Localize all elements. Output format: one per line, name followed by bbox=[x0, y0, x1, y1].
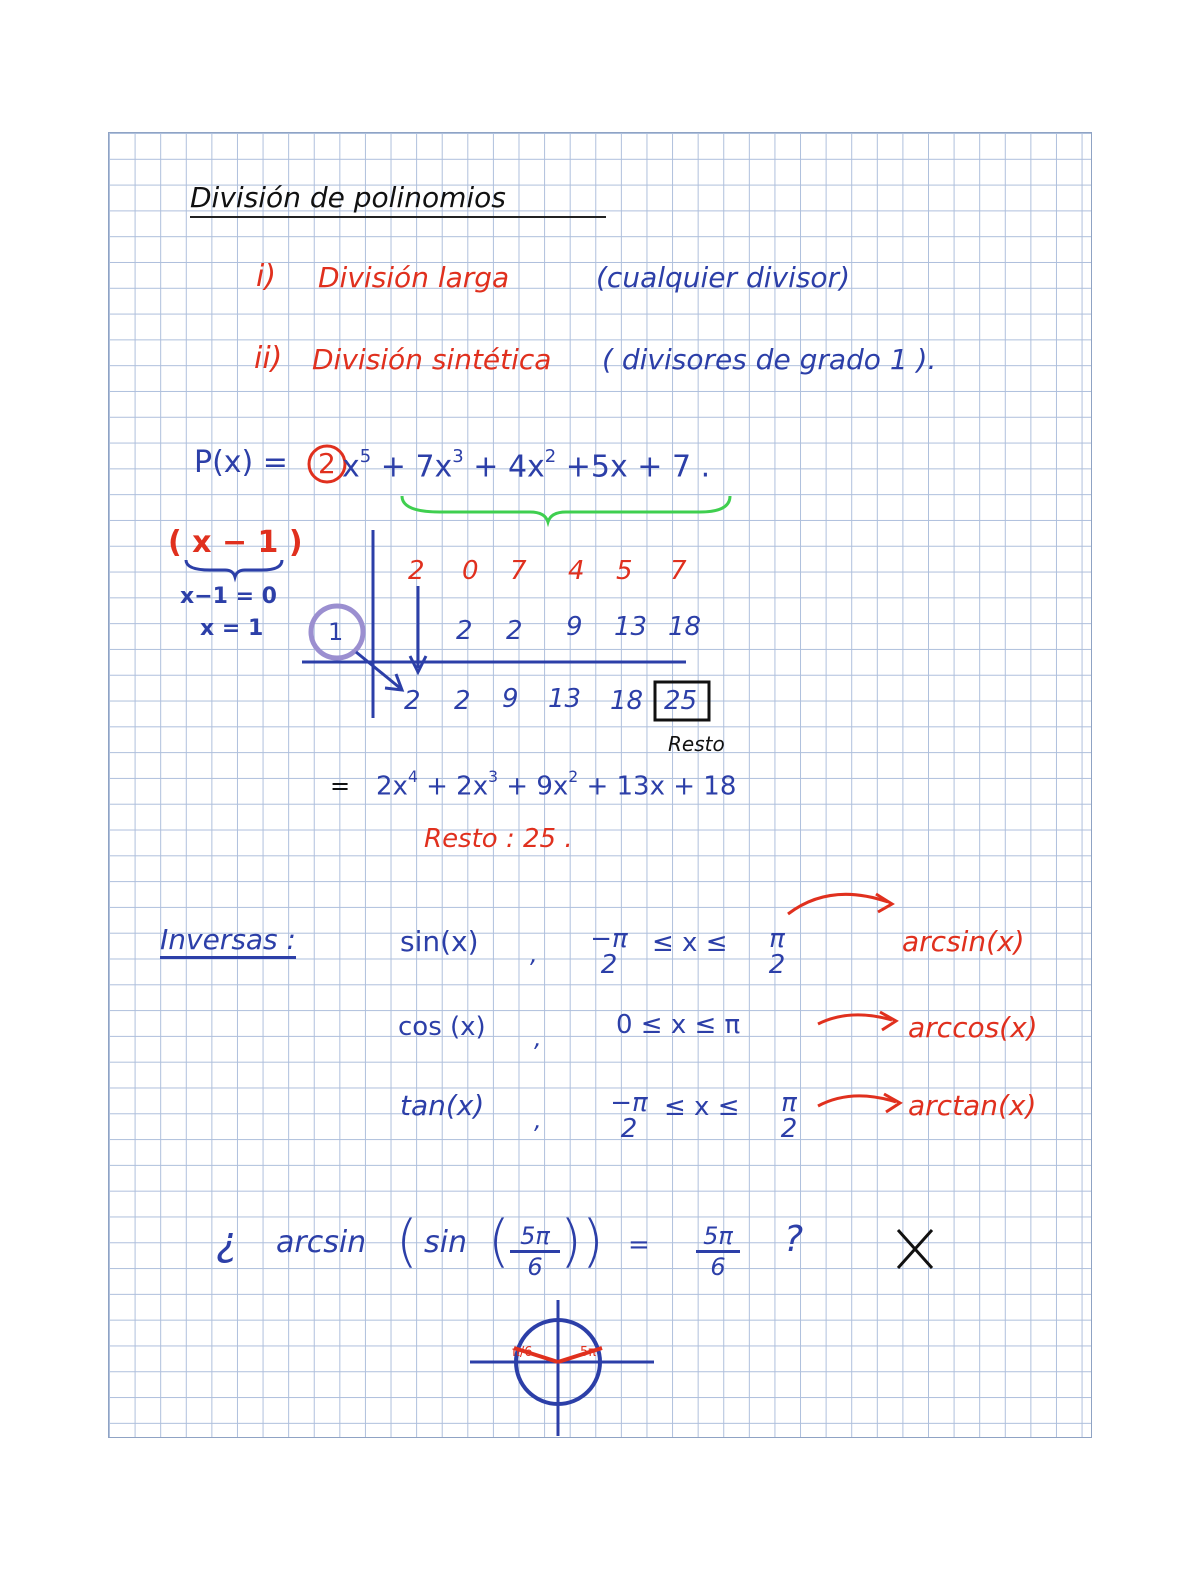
method-i-name: División larga bbox=[318, 261, 510, 294]
polynomial-lhs: P(x) = bbox=[194, 445, 288, 480]
inverse-row-func: tan(x) bbox=[400, 1089, 485, 1122]
page-title: División de polinomios bbox=[190, 184, 606, 218]
product-cell: 9 bbox=[566, 612, 583, 642]
synthetic-root: 1 bbox=[328, 618, 344, 646]
remainder-label: Resto bbox=[668, 732, 725, 756]
result-cell: 18 bbox=[610, 686, 644, 716]
range-statement: 0 ≤ x ≤ π bbox=[616, 1010, 741, 1040]
method-i-number: i) bbox=[256, 259, 277, 294]
method-i-note: (cualquier divisor) bbox=[596, 261, 850, 294]
arrow-arcsin bbox=[788, 894, 888, 914]
quotient-polynomial: $2x^4 + 2x^3 + 9x^2 + 13x + 18$ bbox=[376, 768, 737, 802]
inverses-heading: Inversas : bbox=[160, 926, 296, 959]
remainder-value: 25 bbox=[664, 686, 698, 716]
polynomial-terms: $x^5 + 7x^3 + 4x^2 +5x + 7$ . bbox=[342, 446, 711, 485]
verdict-text bbox=[1000, 1232, 1001, 1233]
quotient-equals: = bbox=[330, 772, 351, 800]
inverse-row-comma: , bbox=[534, 1106, 542, 1134]
range-upper-fraction: π 2 bbox=[768, 924, 786, 980]
paren-close: )) bbox=[560, 1209, 604, 1274]
question-mark-close: ? bbox=[784, 1219, 804, 1260]
inverse-row-func: sin(x) bbox=[400, 925, 479, 958]
divisor-factor: ( x − 1 ) bbox=[168, 525, 303, 560]
question-sin: sin bbox=[424, 1225, 467, 1260]
result-cell: 2 bbox=[454, 686, 471, 716]
range-relation: ≤ x ≤ bbox=[652, 928, 728, 958]
inverse-row-func: cos (x) bbox=[398, 1012, 486, 1042]
method-ii-number: ii) bbox=[254, 341, 283, 376]
paren-open-inner: ( bbox=[488, 1209, 510, 1274]
range-upper-fraction: π 2 bbox=[780, 1088, 798, 1144]
question-arg-fraction: 5π 6 bbox=[510, 1224, 560, 1279]
method-ii-note: ( divisores de grado 1 ). bbox=[602, 343, 937, 376]
circle-label-left: π/6 bbox=[512, 1345, 533, 1360]
coef-cell: 0 bbox=[462, 556, 479, 586]
question-rhs-fraction: 5π 6 bbox=[696, 1224, 740, 1279]
result-cell: 9 bbox=[502, 684, 519, 714]
diag-arrow bbox=[356, 652, 400, 688]
red-brace bbox=[186, 560, 282, 577]
question-arcsin: arcsin bbox=[276, 1225, 367, 1260]
green-brace bbox=[402, 496, 730, 522]
inverse-function: arcsin(x) bbox=[902, 925, 1025, 958]
range-lower-fraction: −π 2 bbox=[590, 924, 628, 980]
method-ii-name: División sintética bbox=[312, 343, 552, 376]
arrow-arctan bbox=[818, 1096, 896, 1106]
result-cell: 2 bbox=[404, 686, 421, 716]
divisor-equation: x−1 = 0 bbox=[180, 584, 277, 609]
coef-cell: 4 bbox=[568, 556, 585, 586]
circle-label-right: 5π bbox=[580, 1345, 597, 1360]
paren-open: ( bbox=[396, 1209, 418, 1274]
inverse-row-comma: , bbox=[530, 940, 538, 968]
product-cell: 2 bbox=[506, 616, 523, 646]
inverse-function: arccos(x) bbox=[908, 1011, 1038, 1044]
product-cell: 18 bbox=[668, 612, 702, 642]
arrow-arccos bbox=[818, 1015, 892, 1024]
inverse-function: arctan(x) bbox=[908, 1089, 1037, 1122]
range-relation: ≤ x ≤ bbox=[664, 1092, 740, 1122]
coef-cell: 2 bbox=[408, 556, 425, 586]
product-cell: 2 bbox=[456, 616, 473, 646]
inverse-row-comma: , bbox=[534, 1024, 542, 1052]
coef-cell: 5 bbox=[616, 556, 633, 586]
divisor-root-equation: x = 1 bbox=[200, 616, 264, 641]
product-cell: 13 bbox=[614, 612, 648, 642]
remainder-statement: Resto : 25 . bbox=[424, 824, 573, 854]
range-lower-fraction: −π 2 bbox=[610, 1088, 648, 1144]
question-equals: = bbox=[628, 1230, 650, 1260]
coef-cell: 7 bbox=[670, 556, 687, 586]
question-mark-open: ¿ bbox=[216, 1219, 238, 1265]
coef-cell: 7 bbox=[510, 556, 527, 586]
polynomial-lead-coef: 2 bbox=[318, 447, 336, 480]
result-cell: 13 bbox=[548, 684, 582, 714]
